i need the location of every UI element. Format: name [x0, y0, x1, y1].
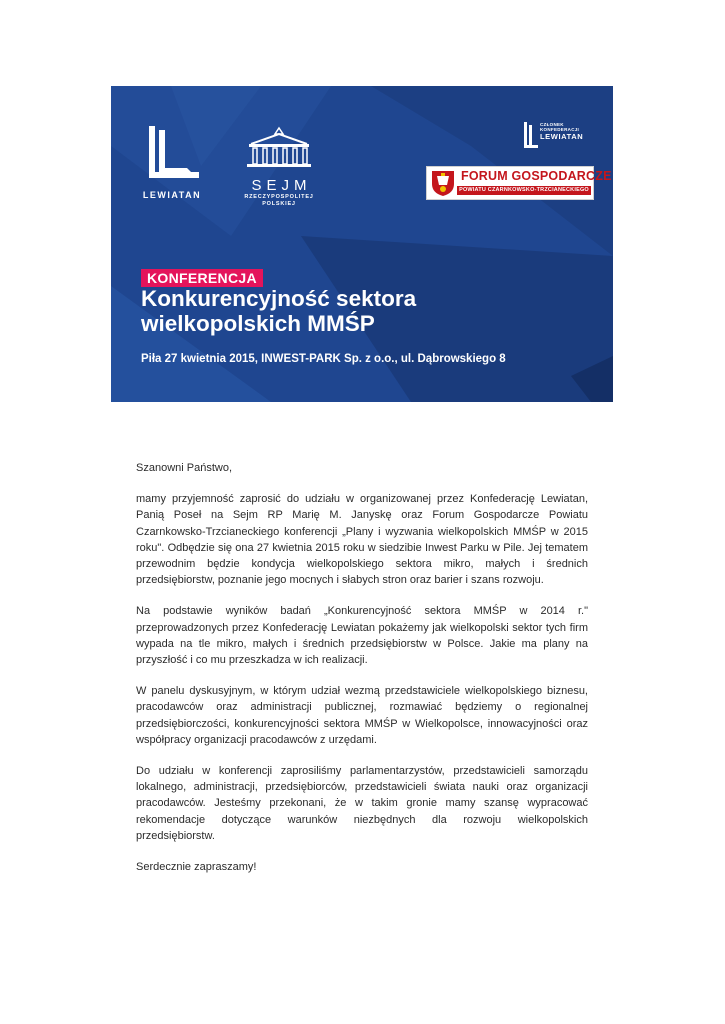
lewiatan-member-logo	[522, 122, 602, 157]
sejm-logo-word: SEJM	[251, 177, 312, 194]
paragraph-2: Na podstawie wyników badań „Konkurencyjność sektora MMŚP w 2014 r." przeprowadzonych przez Konfederację Lewiatan pokażemy jak wielkopolski sektor tych firm wypada na tle mikro, małych i średnich przedsiębiorstw w Polsce. Jakie ma plany na przyszłość i co mu przeszkadza w ich realizacji.	[136, 605, 588, 667]
title-line-1: Konkurencyjność sektora	[141, 286, 417, 311]
greeting: Szanowni Państwo,	[136, 462, 232, 474]
lewiatan-logo	[141, 124, 209, 200]
forum-title: FORUM GOSPODARCZE	[461, 169, 612, 183]
lewiatan-member-line1: CZŁONEK KONFEDERACJI	[540, 122, 580, 132]
conference-badge: KONFERENCJA	[141, 269, 263, 287]
paragraph-3: W panelu dyskusyjnym, w którym udział wezmą przedstawiciele wielkopolskiego biznesu, pracodawców oraz administracji publicznej, rozmawiać będziemy o regionalnej przedsiębiorczości, konkurencyjności sektora MMŚP w Wielkopolsce, innowacyjności oraz współpracy organizacji pracodawców z urzędami.	[136, 685, 588, 746]
letter-body	[136, 460, 588, 890]
forum-gospodarcze-logo	[426, 166, 612, 200]
paragraph-1: mamy przyjemność zaprosić do udziału w organizowanej przez Konfederację Lewiatan, Panią Poseł na Sejm RP Marię M. Janyskę oraz Forum Gospodarcze Powiatu Czarnkowsko-Trzcianeckiego konferencji „Plany i wyzwania wielkopolskich MMŚP w 2015 roku". Odbędzie się ona 27 kwietnia 2015 roku w siedzibie Inwest Parku w Pile. Jej tematem przewodnim będzie kondycja wielkopolskiego sektora mikro, małych i średnich przedsiębiorstw, poznanie jego mocnych i słabych stron oraz barier i szans rozwoju.	[136, 493, 588, 587]
coat-of-arms-icon	[429, 169, 457, 197]
forum-subtitle: POWIATU CZARNKOWSKO-TRZCIANECKIEGO	[457, 186, 591, 195]
lewiatan-logo-icon	[141, 124, 205, 186]
conference-subtitle: Piła 27 kwietnia 2015, INWEST-PARK Sp. z o.o., ul. Dąbrowskiego 8	[141, 353, 506, 365]
lewiatan-logo-text: LEWIATAN	[142, 190, 202, 200]
paragraph-4: Do udziału w konferencji zaprosiliśmy parlamentarzystów, przedstawicieli samorządu lokalnego, administracji, przedsiębiorców, przedstawicieli świata nauki oraz organizacji pracodawców. Jesteśmy przekonani, że w takim gronie mamy szansę wypracować rekomendacje dotyczące warunków niezbędnych dla rozwoju wielkopolskich przedsiębiorstw.	[136, 765, 588, 842]
conference-title	[141, 286, 581, 336]
title-line-2: wielkopolskich MMŚP	[141, 311, 375, 336]
lewiatan-member-line2: LEWIATAN	[540, 132, 584, 141]
sejm-logo-sub-2: POLSKIEJ	[262, 201, 296, 207]
sejm-logo-sub-1: RZECZYPOSPOLITEJ	[244, 194, 314, 200]
closing: Serdecznie zapraszamy!	[136, 861, 257, 874]
lewiatan-small-icon	[522, 122, 538, 152]
conference-banner	[111, 86, 613, 402]
sejm-logo	[239, 126, 319, 208]
sejm-building-icon	[243, 126, 315, 170]
